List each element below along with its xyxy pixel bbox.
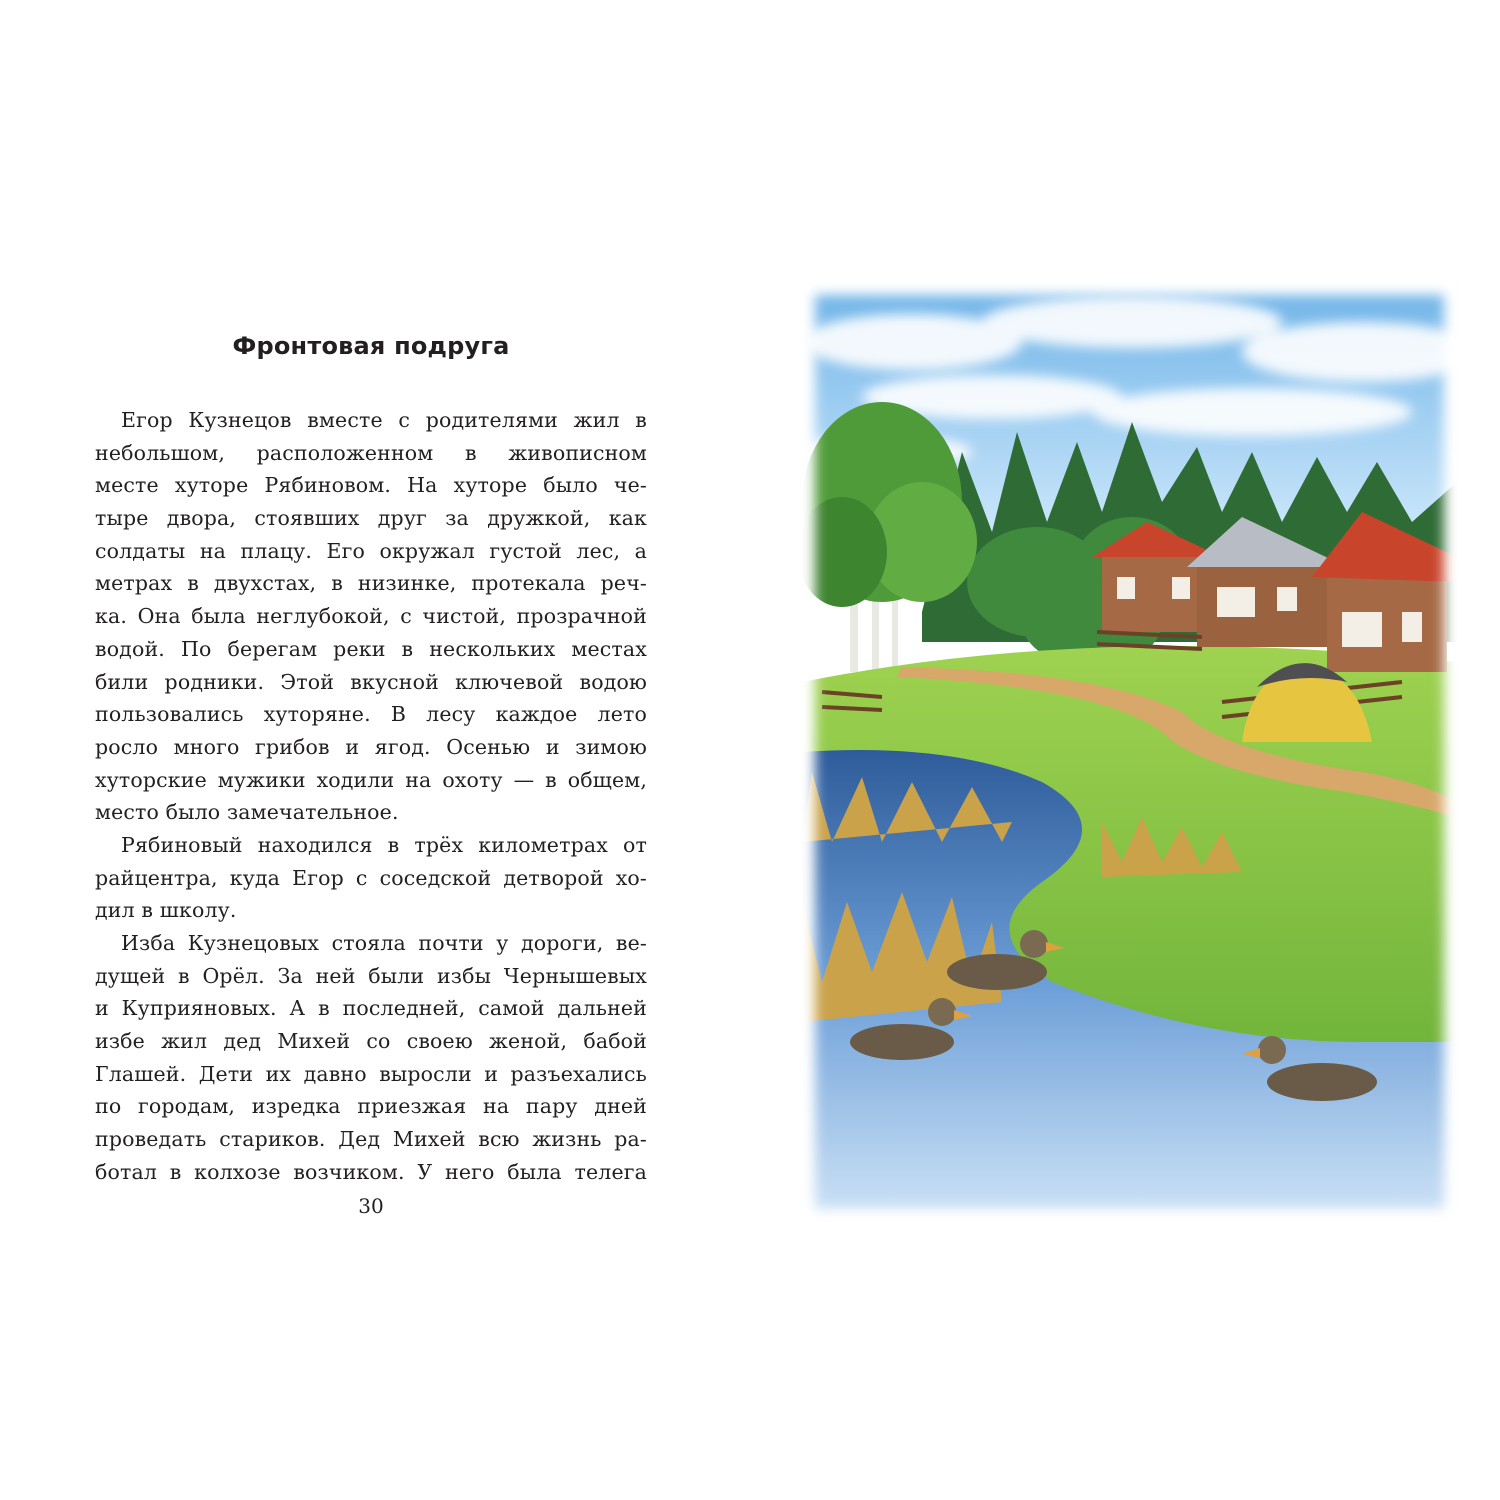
text-line: тыре двора, стоявших друг за дружкой, как — [95, 506, 647, 531]
chapter-title: Фронтовая подруга — [232, 332, 510, 360]
text-line: месте хуторе Рябиновом. На хуторе было че- — [95, 473, 647, 498]
text-line: метрах в двухстах, в низинке, протекала реч- — [95, 571, 647, 596]
text-line: место было замечательное. — [95, 800, 399, 825]
text-page — [95, 318, 647, 1189]
landscape-illustration — [802, 282, 1457, 1222]
illustration — [802, 282, 1457, 1222]
text-line: райцентра, куда Егор с соседской детворой хо- — [95, 865, 647, 890]
text-line: били родники. Этой вкусной ключевой водою — [95, 669, 647, 694]
text-line: дущей в Орёл. За ней были избы Чернышевых — [95, 963, 647, 988]
text-line: пользовались хуторяне. В лесу каждое лето — [95, 702, 647, 727]
text-line: хуторские мужики ходили на охоту — в общем, — [95, 767, 647, 792]
text-line: избе жил дед Михей со своею женой, бабой — [95, 1029, 647, 1054]
text-line: и Куприяновых. А в последней, самой дальней — [95, 996, 647, 1021]
text-line: ка. Она была неглубокой, с чистой, прозрачной — [95, 604, 647, 629]
text-line: небольшом, расположенном в живописном — [95, 440, 647, 465]
text-line: росло много грибов и ягод. Осенью и зимою — [95, 734, 647, 759]
text-line: Глашей. Дети их давно выросли и разъехались — [95, 1061, 647, 1086]
page-number: 30 — [358, 1194, 384, 1218]
text-line: ботал в колхозе возчиком. У него была телега — [95, 1159, 647, 1184]
story-text — [95, 404, 647, 1189]
text-line: Егор Кузнецов вместе с родителями жил в — [121, 408, 647, 432]
text-line: проведать стариков. Дед Михей всю жизнь ра- — [95, 1127, 647, 1152]
text-line: водой. По берегам реки в нескольких местах — [95, 636, 647, 661]
text-line: дил в школу. — [95, 898, 237, 923]
text-line: солдаты на плацу. Его окружал густой лес, а — [95, 538, 647, 563]
text-line: Изба Кузнецовых стояла почти у дороги, ве- — [121, 931, 647, 955]
text-line: Рябиновый находился в трёх километрах от — [121, 832, 647, 857]
text-line: по городам, изредка приезжая на пару дней — [95, 1094, 647, 1119]
